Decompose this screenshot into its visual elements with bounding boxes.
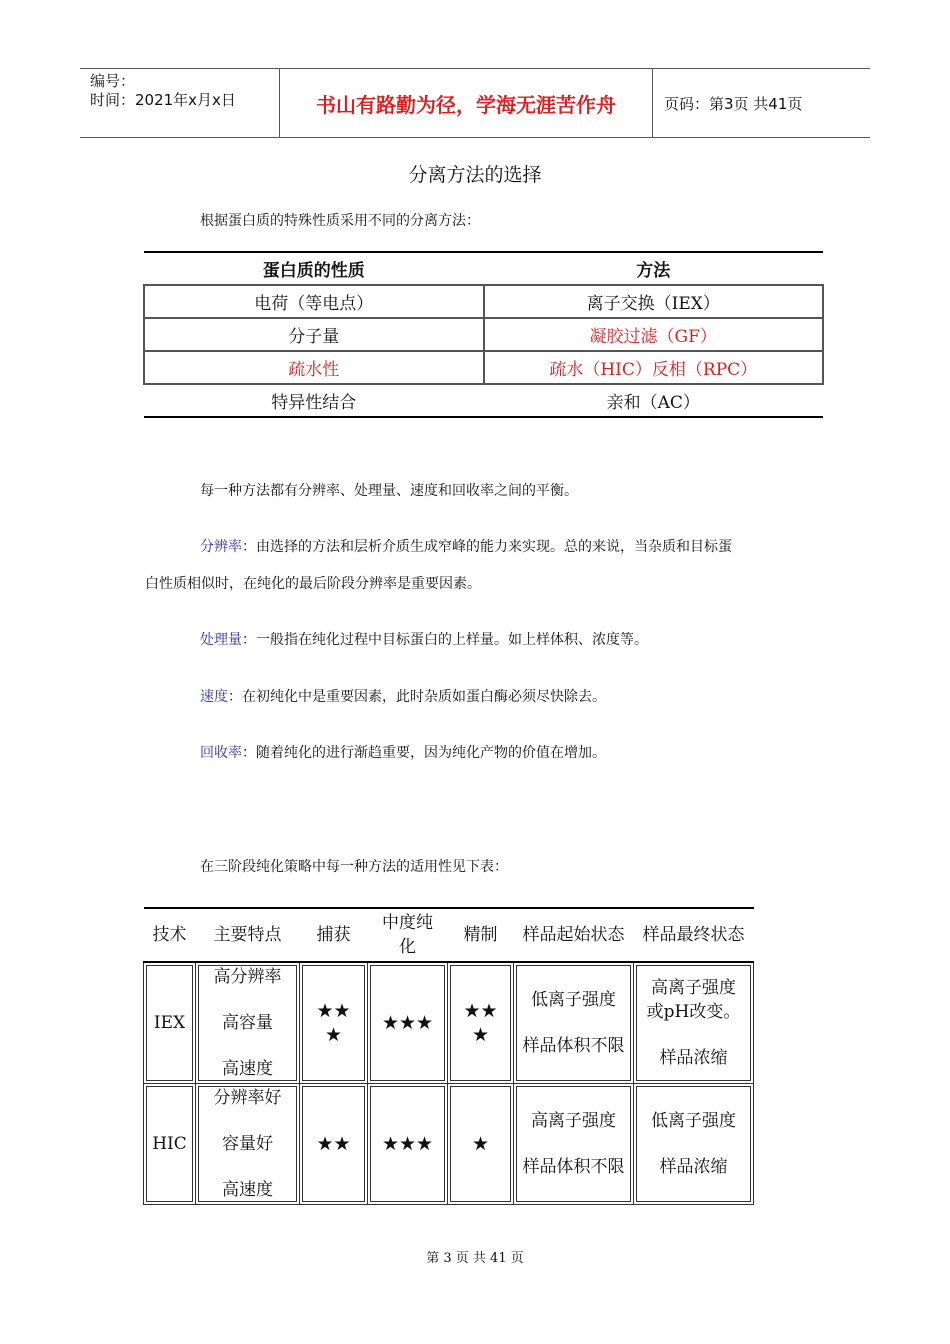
end-state-cell: 高离子强度或pH改变。 样品浓缩 <box>634 962 754 1084</box>
table-row <box>144 285 823 318</box>
intermediate-rating: ★★★ <box>368 1084 448 1205</box>
table-cell: 电荷（等电点） <box>144 285 484 318</box>
table-header-cell: 样品最终状态 <box>634 908 754 962</box>
term-resolution <box>200 536 732 556</box>
gf-abbr: （GF） <box>657 327 717 347</box>
term-text: ：在初纯化中是重要因素，此时杂质如蛋白酶必须尽快除去。 <box>228 689 606 705</box>
table-cell: 分子量 <box>144 318 484 351</box>
term-text: ：随着纯化的进行渐趋重要，因为纯化产物的价值在增加。 <box>242 745 606 761</box>
table-header-cell: 方法 <box>484 252 824 285</box>
header-page-info: 页码：第3页 共41页 <box>664 94 803 113</box>
end-state-cell: 低离子强度 样品浓缩 <box>634 1084 754 1205</box>
page-footer: 第 3 页 共 41 页 <box>426 1251 524 1266</box>
capture-rating: ★★ <box>300 1084 368 1205</box>
features-cell: 分辨率好 容量好 高速度 <box>196 1084 300 1205</box>
table-header-row <box>144 252 823 285</box>
methods-table <box>143 251 824 418</box>
table-row <box>144 384 823 417</box>
term-label: 处理量 <box>200 632 242 648</box>
intro-text: 根据蛋白质的特殊性质采用不同的分离方法： <box>200 213 480 229</box>
term-resolution-cont: 白性质相似时，在纯化的最后阶段分辨率是重要因素。 <box>145 576 481 592</box>
polish-rating: ★ <box>448 1084 514 1205</box>
document-header <box>80 68 870 138</box>
start-state-cell: 高离子强度 样品体积不限 <box>514 1084 634 1205</box>
table-cell: 疏水性 <box>144 351 484 384</box>
page-title: 分离方法的选择 <box>408 164 542 186</box>
start-state-cell: 低离子强度 样品体积不限 <box>514 962 634 1084</box>
table-cell: 疏水（HIC）反相（RPC） <box>484 351 824 384</box>
table-header-cell: 技术 <box>144 908 196 962</box>
table-header-cell: 精制 <box>448 908 514 962</box>
table-header-cell: 样品起始状态 <box>514 908 634 962</box>
term-label: 分辨率 <box>200 539 242 555</box>
table-header-cell: 主要特点 <box>196 908 300 962</box>
term-text: ：由选择的方法和层析介质生成窄峰的能力来实现。总的来说，当杂质和目标蛋 <box>242 539 732 555</box>
table-cell <box>484 318 824 351</box>
suitability-table <box>143 907 754 1205</box>
header-meta <box>80 69 280 137</box>
table-row <box>144 1084 754 1205</box>
term-throughput <box>200 629 648 649</box>
intro2-text: 在三阶段纯化策略中每一种方法的适用性见下表： <box>200 859 508 875</box>
time-label: 时间：2021年x月x日 <box>90 91 236 109</box>
table-header-cell: 捕获 <box>300 908 368 962</box>
header-motto: 书山有路勤为径，学海无涯苦作舟 <box>280 69 653 137</box>
tech-cell: HIC <box>144 1084 196 1205</box>
term-label: 速度 <box>200 689 228 705</box>
table-row <box>144 318 823 351</box>
table-cell: 离子交换（IEX） <box>484 285 824 318</box>
table-row <box>144 351 823 384</box>
balance-text: 每一种方法都有分辨率、处理量、速度和回收率之间的平衡。 <box>200 483 578 499</box>
polish-rating: ★★★ <box>448 962 514 1084</box>
gf-red-text: 凝胶过滤 <box>589 327 658 347</box>
number-label: 编号： <box>90 72 136 90</box>
term-recovery <box>200 742 606 762</box>
term-text: ：一般指在纯化过程中目标蛋白的上样量。如上样体积、浓度等。 <box>242 632 648 648</box>
term-label: 回收率 <box>200 745 242 761</box>
term-speed <box>200 686 606 706</box>
table-header-cell: 蛋白质的性质 <box>144 252 484 285</box>
features-cell: 高分辨率 高容量 高速度 <box>196 962 300 1084</box>
table-header-cell: 中度纯化 <box>368 908 448 962</box>
table-row <box>144 962 754 1084</box>
table-cell: 特异性结合 <box>144 384 484 417</box>
intermediate-rating: ★★★ <box>368 962 448 1084</box>
tech-cell: IEX <box>144 962 196 1084</box>
table-header-row <box>144 908 754 962</box>
table-cell: 亲和（AC） <box>484 384 824 417</box>
capture-rating: ★★★ <box>300 962 368 1084</box>
